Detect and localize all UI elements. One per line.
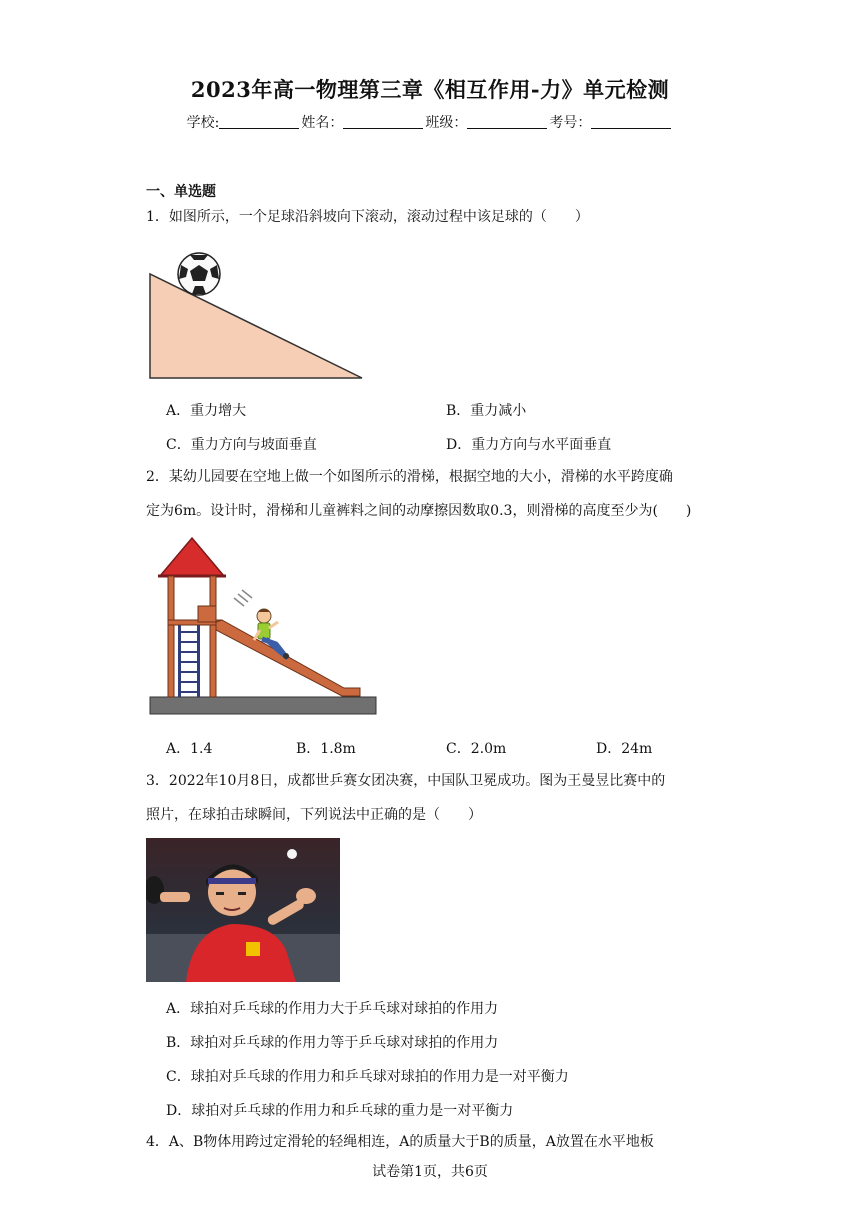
ping-pong-ball-icon	[287, 849, 297, 859]
slope-triangle	[150, 274, 362, 378]
school-blank	[219, 114, 299, 129]
exam-no-blank	[591, 114, 671, 129]
soccer-ball-icon	[178, 253, 220, 295]
page-footer: 试卷第1页，共6页	[372, 1164, 488, 1180]
ground-base	[150, 697, 376, 714]
question-3-line1: 3．2022年10月8日，成都世乒赛女团决赛，中国队卫冕成功。图为王曼昱比赛中的	[146, 773, 666, 789]
question-2-line1: 2．某幼儿园要在空地上做一个如图所示的滑梯，根据空地的大小，滑梯的水平跨度确	[146, 469, 673, 485]
question-4-line1: 4．A、B物体用跨过定滑轮的轻绳相连，A的质量大于B的质量，A放置在水平地板	[146, 1134, 654, 1150]
question-2-line2: 定为6m。设计时，滑梯和儿童裤料之间的动摩擦因数取0.3，则滑梯的高度至少为( )	[146, 503, 692, 519]
q2-option-b: B．1.8m	[296, 741, 356, 757]
q1-option-a: A．重力增大	[166, 403, 247, 419]
question-1-text: 1．如图所示，一个足球沿斜坡向下滚动，滚动过程中该足球的（ ）	[146, 209, 589, 225]
roof-icon	[160, 538, 224, 576]
class-label: 班级：	[425, 115, 468, 131]
q3-option-d: D．球拍对乒乓球的作用力和乒乓球的重力是一对平衡力	[166, 1103, 514, 1119]
exam-no-label: 考号：	[549, 115, 592, 131]
question-3-line2: 照片，在球拍击球瞬间，下列说法中正确的是（ ）	[146, 807, 482, 823]
class-blank	[467, 114, 547, 129]
q3-option-c: C．球拍对乒乓球的作用力和乒乓球对球拍的作用力是一对平衡力	[166, 1069, 569, 1085]
q1-option-c: C．重力方向与坡面垂直	[166, 437, 317, 453]
school-label: 学校:	[186, 115, 220, 131]
question-1-figure	[146, 250, 368, 382]
q1-option-b: B．重力减小	[446, 403, 527, 419]
q3-option-a: A．球拍对乒乓球的作用力大于乒乓球对球拍的作用力	[166, 1001, 499, 1017]
student-info-line	[0, 112, 860, 132]
question-2-figure	[148, 536, 380, 720]
q2-option-c: C．2.0m	[446, 741, 507, 757]
q2-option-d: D．24m	[596, 741, 653, 757]
q1-option-d: D．重力方向与水平面垂直	[446, 437, 612, 453]
q2-option-a: A．1.4	[166, 741, 213, 757]
question-3-photo	[146, 838, 340, 982]
section-title: 一、单选题	[146, 184, 216, 200]
exam-title: 2023年高一物理第三章《相互作用-力》单元检测	[190, 77, 670, 102]
name-blank	[343, 114, 423, 129]
name-label: 姓名：	[301, 115, 344, 131]
q3-option-b: B．球拍对乒乓球的作用力等于乒乓球对球拍的作用力	[166, 1035, 499, 1051]
